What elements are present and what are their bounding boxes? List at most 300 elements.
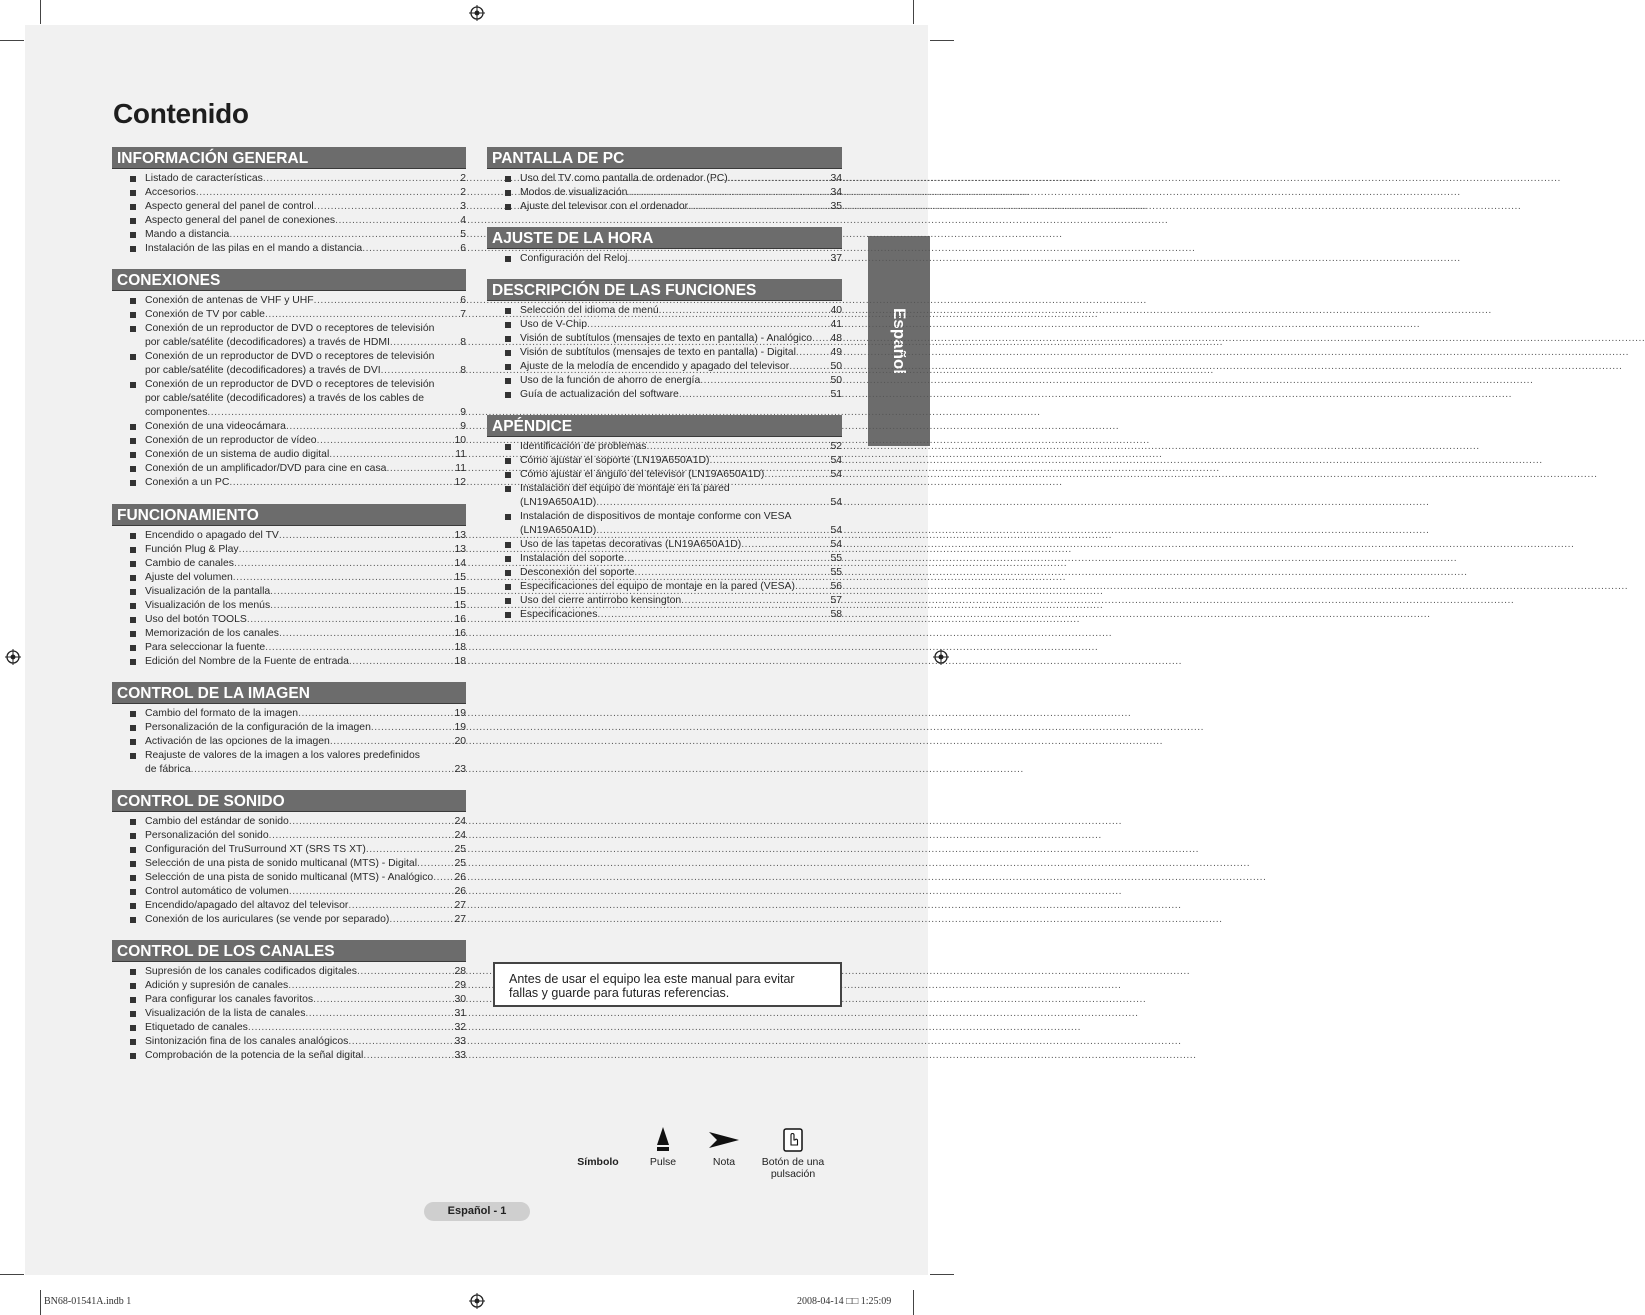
toc-entry[interactable] [112, 434, 466, 448]
note-box: Antes de usar el equipo lea este manual para evitar fallas y guarde para futuras referencias. [493, 962, 842, 1007]
crop-mark [40, 0, 41, 24]
crop-mark [0, 1274, 24, 1275]
dot-leader [812, 332, 829, 346]
toc-entry-line [145, 613, 466, 627]
toc-entry-text: por cable/satélite (decodificadores) a través de DVI [145, 365, 381, 376]
crop-mark [0, 40, 24, 41]
toc-entry-line [145, 965, 466, 979]
toc-page-number: 30 [454, 994, 466, 1005]
toc-entry-line [145, 655, 466, 669]
toc-entry-line [520, 186, 842, 200]
toc-entry-line [145, 420, 466, 434]
crop-mark [40, 1290, 41, 1315]
toc-list [112, 707, 466, 777]
toc-entry-line [520, 346, 842, 360]
toc-entry-line [145, 200, 466, 214]
section-heading: CONTROL DE LA IMAGEN [112, 682, 466, 704]
toc-page-number: 10 [454, 435, 466, 446]
bullet-square-icon [505, 378, 511, 384]
toc-entry[interactable] [112, 1021, 466, 1035]
press-label: Pulse [649, 1156, 677, 1168]
toc-entry-text: Instalación de las pilas en el mando a distancia [145, 243, 363, 254]
bullet-square-icon [130, 232, 136, 238]
toc-entry[interactable] [112, 462, 466, 476]
page-number-badge: Español - 1 [424, 1202, 530, 1221]
dot-leader [709, 454, 829, 468]
toc-entry-text: Cómo ajustar el ángulo del televisor (LN19A650A1D) [520, 469, 765, 480]
toc-entry-line [145, 829, 466, 843]
section-conexiones [112, 269, 466, 490]
toc-page-number: 40 [830, 305, 842, 316]
bullet-square-icon [505, 584, 511, 590]
toc-entry-line [145, 186, 466, 200]
toc-entry[interactable] [112, 1049, 466, 1063]
dot-leader [348, 899, 453, 913]
toc-entry-line [145, 641, 466, 655]
toc-page-number: 50 [830, 375, 842, 386]
bullet-square-icon [130, 875, 136, 881]
section-heading: INFORMACIÓN GENERAL [112, 147, 466, 169]
dot-leader [288, 979, 453, 993]
toc-entry-text: componentes [145, 407, 208, 418]
bullet-square-icon [130, 983, 136, 989]
toc-entry-text: Uso del cierre antirrobo kensington [520, 595, 682, 606]
bullet-square-icon [130, 561, 136, 567]
toc-entry[interactable] [112, 214, 466, 228]
dot-leader [263, 172, 459, 186]
toc-entry[interactable] [112, 913, 466, 927]
section-sonido [112, 790, 466, 927]
toc-page-number: 33 [454, 1050, 466, 1061]
toc-entry-line [520, 538, 842, 552]
toc-entry-text: Selección de una pista de sonido multicanal (MTS) - Digital [145, 858, 418, 869]
bullet-square-icon [505, 336, 511, 342]
bullet-square-icon [130, 547, 136, 553]
toc-entry-text: Visualización de la lista de canales [145, 1008, 306, 1019]
toc-entry-line [520, 318, 842, 332]
toc-entry-line [145, 462, 466, 476]
toc-page-number: 12 [454, 477, 466, 488]
toc-entry-line [145, 721, 466, 735]
toc-entry[interactable] [487, 468, 842, 482]
toc-entry[interactable] [112, 979, 466, 993]
toc-entry-line [520, 594, 842, 608]
toc-entry[interactable] [487, 566, 842, 580]
crop-mark [930, 1274, 954, 1275]
toc-entry-text: Supresión de los canales codificados digitales [145, 966, 357, 977]
toc-entry-text: Instalación de dispositivos de montaje conforme con VESA [520, 511, 792, 522]
toc-entry-text: Para configurar los canales favoritos [145, 994, 314, 1005]
toc-entry-text: Personalización de la configuración de la imagen [145, 722, 371, 733]
toc-entry[interactable] [112, 721, 466, 735]
dot-leader [627, 252, 829, 266]
note-icon [707, 1130, 741, 1150]
toc-entry-text: Aspecto general del panel de conexiones [145, 215, 336, 226]
toc-entry-text: Instalación del soporte [520, 553, 624, 564]
dot-leader [348, 1035, 453, 1049]
toc-entry[interactable] [112, 993, 466, 1007]
toc-entry[interactable] [112, 571, 466, 585]
toc-page-number: 23 [454, 764, 466, 775]
toc-entry-text: Especificaciones del equipo de montaje en la pared (VESA) [520, 581, 795, 592]
toc-page-number: 20 [454, 736, 466, 747]
crop-mark [913, 1290, 914, 1315]
toc-entry-text: Uso de la función de ahorro de energía [520, 375, 701, 386]
toc-entry-text: Configuración del TruSurround XT (SRS TS XT) [145, 844, 366, 855]
toc-entry-text: Conexión de un amplificador/DVD para cine en casa [145, 463, 387, 474]
toc-entry-line [145, 336, 466, 350]
section-heading: AJUSTE DE LA HORA [487, 227, 842, 249]
bullet-square-icon [130, 969, 136, 975]
toc-page-number: 29 [454, 980, 466, 991]
toc-list [112, 294, 466, 490]
toc-entry-line [145, 885, 466, 899]
dot-leader [366, 843, 454, 857]
dot-leader [681, 594, 829, 608]
bullet-square-icon [505, 392, 511, 398]
toc-entry[interactable] [487, 252, 842, 266]
bullet-square-icon [130, 298, 136, 304]
dot-leader [362, 242, 459, 256]
toc-entry[interactable] [112, 707, 466, 721]
toc-entry-line [520, 200, 842, 214]
toc-entry-text: Conexión de una videocámara [145, 421, 286, 432]
dot-leader [596, 496, 829, 510]
dot-leader [247, 613, 454, 627]
toc-entry[interactable] [112, 735, 466, 749]
toc-page-number: 34 [830, 187, 842, 198]
section-apendice [487, 415, 842, 622]
bullet-square-icon [130, 861, 136, 867]
one-touch-button-label: Botón de una pulsación [761, 1156, 825, 1180]
toc-entry-text: Accesorios [145, 187, 196, 198]
bullet-square-icon [505, 176, 511, 182]
toc-entry[interactable] [487, 482, 842, 510]
toc-entry-text: Cambio del estándar de sonido [145, 816, 289, 827]
toc-page-number: 11 [455, 463, 466, 474]
toc-page-number: 32 [454, 1022, 466, 1033]
toc-entry[interactable] [112, 476, 466, 490]
toc-page-number: 24 [454, 830, 466, 841]
dot-leader [627, 186, 829, 200]
toc-entry-text: Modos de visualización [520, 187, 628, 198]
toc-entry[interactable] [487, 388, 842, 402]
toc-entry-line [520, 608, 842, 622]
bullet-square-icon [505, 542, 511, 548]
bullet-square-icon [505, 570, 511, 576]
toc-page-number: 26 [454, 886, 466, 897]
bullet-square-icon [130, 739, 136, 745]
toc-entry-text: Especificaciones [520, 609, 598, 620]
dot-leader [728, 172, 830, 186]
dot-leader [363, 1049, 453, 1063]
toc-entry[interactable] [112, 543, 466, 557]
toc-entry-line [520, 496, 842, 510]
toc-entry[interactable] [487, 552, 842, 566]
dot-leader [329, 448, 454, 462]
toc-entry[interactable] [487, 608, 842, 622]
section-imagen [112, 682, 466, 777]
dot-leader [305, 1007, 453, 1021]
bullet-square-icon [130, 312, 136, 318]
toc-entry[interactable] [112, 322, 466, 350]
bullet-square-icon [130, 617, 136, 623]
toc-entry[interactable] [112, 885, 466, 899]
toc-entry[interactable] [112, 420, 466, 434]
toc-list [487, 304, 842, 402]
toc-entry[interactable] [112, 843, 466, 857]
bullet-square-icon [130, 438, 136, 444]
toc-entry-line [145, 448, 466, 462]
toc-entry[interactable] [487, 346, 842, 360]
bullet-square-icon [505, 350, 511, 356]
toc-entry[interactable] [487, 510, 842, 538]
toc-entry-line [145, 763, 466, 777]
bullet-square-icon [130, 645, 136, 651]
toc-entry-text: Encendido o apagado del TV [145, 530, 279, 541]
toc-entry-text: Uso de las tapetas decorativas (LN19A650A1D) [520, 539, 742, 550]
toc-entry[interactable] [487, 594, 842, 608]
dot-leader [239, 543, 454, 557]
toc-entry[interactable] [112, 613, 466, 627]
toc-entry[interactable] [112, 378, 466, 420]
toc-entry-text: Sintonización fina de los canales analógicos [145, 1036, 349, 1047]
bullet-square-icon [130, 589, 136, 595]
dot-leader [207, 406, 459, 420]
toc-page-number: 26 [454, 872, 466, 883]
toc-entry[interactable] [487, 538, 842, 552]
toc-entry-line [520, 440, 842, 454]
bullet-square-icon [130, 424, 136, 430]
crop-mark [930, 40, 954, 41]
toc-entry[interactable] [112, 172, 466, 186]
section-heading: CONTROL DE SONIDO [112, 790, 466, 812]
bullet-square-icon [130, 452, 136, 458]
toc-list [112, 172, 466, 256]
toc-entry[interactable] [112, 200, 466, 214]
toc-entry[interactable] [112, 599, 466, 613]
toc-entry-text: Conexión de un sistema de audio digital [145, 449, 330, 460]
toc-page-number: 27 [454, 914, 466, 925]
toc-page-number: 54 [830, 455, 842, 466]
bullet-square-icon [130, 575, 136, 581]
toc-entry-line [520, 524, 842, 538]
bullet-square-icon [130, 190, 136, 196]
toc-entry[interactable] [112, 585, 466, 599]
toc-page-number: 28 [454, 966, 466, 977]
toc-entry[interactable] [112, 871, 466, 885]
toc-entry[interactable] [112, 655, 466, 669]
bullet-square-icon [505, 472, 511, 478]
toc-entry-line [145, 913, 466, 927]
bullet-square-icon [130, 903, 136, 909]
toc-list [487, 440, 842, 622]
toc-entry-line [145, 406, 466, 420]
dot-leader [647, 440, 830, 454]
section-heading: APÉNDICE [487, 415, 842, 437]
toc-entry[interactable] [112, 529, 466, 543]
toc-page-number: 25 [454, 858, 466, 869]
dot-leader [313, 993, 453, 1007]
toc-entry[interactable] [487, 200, 842, 214]
toc-entry-line [520, 374, 842, 388]
bullet-square-icon [130, 819, 136, 825]
toc-entry[interactable] [487, 440, 842, 454]
toc-entry-text: Ajuste de la melodía de encendido y apagado del televisor [520, 361, 790, 372]
toc-page-number: 13 [454, 544, 466, 555]
toc-page-number: 51 [830, 389, 842, 400]
toc-entry[interactable] [112, 242, 466, 256]
dot-leader [634, 566, 829, 580]
toc-entry-text: Conexión de un reproductor de DVD o receptores de televisión [145, 351, 435, 362]
toc-entry-text: Conexión de antenas de VHF y UHF [145, 295, 314, 306]
toc-entry-text: Visualización de la pantalla [145, 586, 271, 597]
dot-leader [795, 580, 829, 594]
toc-entry[interactable] [112, 557, 466, 571]
toc-entry[interactable] [112, 350, 466, 378]
toc-page-number: 8 [460, 365, 466, 376]
dot-leader [248, 1021, 454, 1035]
toc-entry-text: Uso del botón TOOLS [145, 614, 247, 625]
bullet-square-icon [130, 176, 136, 182]
toc-page-number: 16 [454, 614, 466, 625]
section-heading: CONEXIONES [112, 269, 466, 291]
toc-entry-line [145, 993, 466, 1007]
toc-entry[interactable] [112, 186, 466, 200]
toc-entry[interactable] [112, 857, 466, 871]
dot-leader [270, 585, 453, 599]
toc-entry-line [145, 172, 466, 186]
toc-entry-text: de fábrica [145, 764, 191, 775]
toc-entry-line [520, 252, 842, 266]
toc-page-number: 54 [830, 539, 842, 550]
toc-page-number: 6 [460, 295, 466, 306]
toc-page-number: 48 [830, 333, 842, 344]
bullet-square-icon [130, 997, 136, 1003]
toc-entry-line [520, 172, 842, 186]
toc-entry[interactable] [112, 1035, 466, 1049]
dot-leader [269, 829, 454, 843]
toc-entry[interactable] [112, 829, 466, 843]
toc-entry[interactable] [112, 228, 466, 242]
toc-entry[interactable] [112, 627, 466, 641]
toc-entry-line [520, 332, 842, 346]
toc-entry[interactable] [112, 815, 466, 829]
dot-leader [741, 538, 829, 552]
dot-leader [233, 571, 454, 585]
toc-entry-text: Conexión de un reproductor de DVD o receptores de televisión [145, 323, 435, 334]
toc-entry[interactable] [112, 641, 466, 655]
toc-entry[interactable] [487, 172, 842, 186]
toc-entry-line [520, 388, 842, 402]
toc-entry[interactable] [487, 304, 842, 318]
toc-entry-line [145, 627, 466, 641]
dot-leader [597, 608, 829, 622]
section-heading: CONTROL DE LOS CANALES [112, 940, 466, 962]
dot-leader [191, 763, 454, 777]
dot-leader [700, 374, 829, 388]
toc-entry[interactable] [112, 448, 466, 462]
bullet-square-icon [130, 1011, 136, 1017]
toc-entry[interactable] [112, 294, 466, 308]
bullet-square-icon [505, 486, 511, 492]
dot-leader [314, 294, 460, 308]
toc-entry-line [145, 979, 466, 993]
toc-entry-text: Reajuste de valores de la imagen a los valores predefinidos [145, 750, 420, 761]
toc-entry-line [145, 308, 466, 322]
section-heading: FUNCIONAMIENTO [112, 504, 466, 526]
toc-entry-line [145, 214, 466, 228]
bullet-square-icon [505, 598, 511, 604]
toc-entry-text: Conexión de TV por cable [145, 309, 265, 320]
toc-entry[interactable] [112, 308, 466, 322]
toc-entry-text: Cómo ajustar el soporte (LN19A650A1D) [520, 455, 710, 466]
toc-entry-text: por cable/satélite (decodificadores) a través de HDMI [145, 337, 390, 348]
dot-leader [229, 476, 453, 490]
page-title: Contenido [113, 98, 249, 129]
toc-entry[interactable] [487, 186, 842, 200]
toc-page-number: 3 [460, 201, 466, 212]
dot-leader [196, 186, 459, 200]
toc-entry[interactable] [487, 374, 842, 388]
toc-page-number: 54 [830, 497, 842, 508]
toc-entry-text: Configuración del Reloj [520, 253, 628, 264]
toc-entry-text: Guía de actualización del software [520, 389, 679, 400]
bullet-square-icon [130, 382, 136, 388]
bullet-square-icon [130, 533, 136, 539]
bullet-square-icon [505, 364, 511, 370]
toc-page-number: 16 [454, 628, 466, 639]
registration-mark-icon [469, 5, 485, 21]
toc-entry-line [145, 815, 466, 829]
bullet-square-icon [505, 322, 511, 328]
toc-entry-text: Listado de características [145, 173, 263, 184]
toc-page-number: 7 [460, 309, 466, 320]
toc-entry[interactable] [487, 332, 842, 346]
bullet-square-icon [130, 204, 136, 210]
toc-entry[interactable] [487, 360, 842, 374]
toc-entry-line [145, 707, 466, 721]
bullet-square-icon [505, 556, 511, 562]
toc-entry[interactable] [112, 965, 466, 979]
toc-page-number: 34 [830, 173, 842, 184]
toc-entry[interactable] [112, 1007, 466, 1021]
bullet-square-icon [505, 190, 511, 196]
bullet-square-icon [130, 725, 136, 731]
toc-entry-line [145, 899, 466, 913]
crop-mark [913, 0, 914, 24]
toc-entry-text: Conexión de un reproductor de DVD o receptores de televisión [145, 379, 435, 390]
bullet-square-icon [130, 603, 136, 609]
bullet-square-icon [505, 458, 511, 464]
toc-entry-line [145, 434, 466, 448]
toc-page-number: 2 [460, 173, 466, 184]
toc-entry[interactable] [487, 318, 842, 332]
toc-entry-text: Encendido/apagado del altavoz del televisor [145, 900, 349, 911]
dot-leader [386, 462, 454, 476]
section-funcionamiento [112, 504, 466, 669]
toc-entry[interactable] [487, 580, 842, 594]
toc-entry[interactable] [487, 454, 842, 468]
registration-mark-icon [5, 649, 21, 665]
toc-entry-text: Conexión de los auriculares (se vende por separado) [145, 914, 390, 925]
toc-page-number: 50 [830, 361, 842, 372]
toc-entry[interactable] [112, 749, 466, 777]
toc-entry-line [145, 1007, 466, 1021]
toc-entry[interactable] [112, 899, 466, 913]
bullet-square-icon [130, 1039, 136, 1045]
toc-entry-text: Instalación del equipo de montaje en la pared [520, 483, 730, 494]
